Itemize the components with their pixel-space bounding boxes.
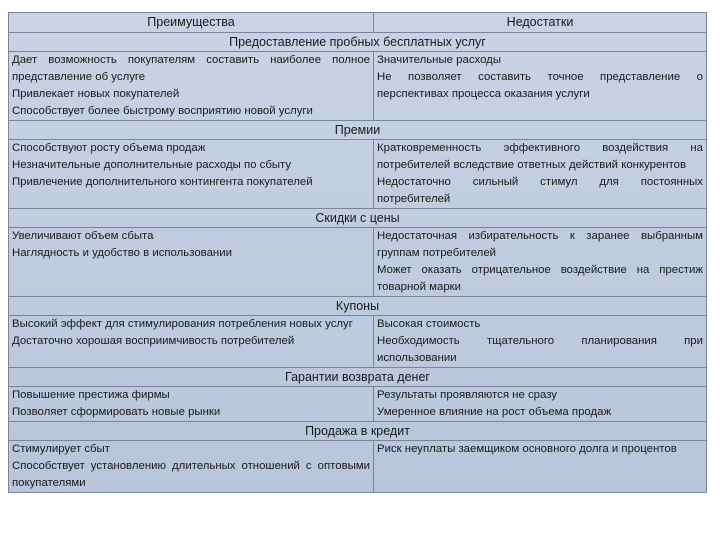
disadvantages-cell xyxy=(374,387,707,422)
advantages-cell xyxy=(9,387,374,422)
advantage-item: Привлечение дополнительного контингента покупателей xyxy=(12,176,313,188)
advantage-item: Способствует установлению длительных отношений с оптовыми покупателями xyxy=(12,460,370,489)
advantage-item: Позволяет сформировать новые рынки xyxy=(12,406,221,418)
section-content-row xyxy=(9,387,707,422)
section-content-row xyxy=(9,441,707,493)
advantages-cell xyxy=(9,316,374,368)
advantages-cell xyxy=(9,52,374,121)
comparison-table-container xyxy=(8,12,706,493)
advantages-cell xyxy=(9,228,374,297)
disadvantage-item: Кратковременность эффективного воздействия на потребителей вследствие ответных действий конкурентов xyxy=(377,142,703,171)
section-title: Скидки с цены xyxy=(9,209,707,228)
advantages-cell xyxy=(9,441,374,493)
advantage-item: Высокий эффект для стимулирования потребления новых услуг xyxy=(12,318,353,330)
disadvantage-item: Не позволяет составить точное представление о перспективах процесса оказания услуги xyxy=(377,71,703,100)
section-title: Гарантии возврата денег xyxy=(9,368,707,387)
advantage-item: Увеличивают объем сбыта xyxy=(12,230,154,242)
advantages-cell xyxy=(9,140,374,209)
section-content-row xyxy=(9,228,707,297)
disadvantages-cell xyxy=(374,441,707,493)
advantage-item: Способствуют росту объема продаж xyxy=(12,142,206,154)
header-disadvantages: Недостатки xyxy=(374,13,707,33)
section-title-row xyxy=(9,422,707,441)
header-advantages: Преимущества xyxy=(9,13,374,33)
section-title: Купоны xyxy=(9,297,707,316)
section-title: Предоставление пробных бесплатных услуг xyxy=(9,33,707,52)
advantage-item: Привлекает новых покупателей xyxy=(12,88,180,100)
advantage-item: Повышение престижа фирмы xyxy=(12,389,170,401)
disadvantage-item: Недостаточная избирательность к заранее выбранным группам потребителей xyxy=(377,230,703,259)
disadvantage-item: Необходимость тщательного планирования при использовании xyxy=(377,335,703,364)
advantage-item: Дает возможность покупателям составить наиболее полное представление об услуге xyxy=(12,54,370,83)
disadvantages-cell xyxy=(374,228,707,297)
comparison-table xyxy=(8,12,707,493)
disadvantage-item: Риск неуплаты заемщиком основного долга и процентов xyxy=(377,443,677,455)
disadvantages-cell xyxy=(374,316,707,368)
section-title: Продажа в кредит xyxy=(9,422,707,441)
disadvantage-item: Недостаточно сильный стимул для постоянных потребителей xyxy=(377,176,703,205)
advantage-item: Способствует более быстрому восприятию новой услуги xyxy=(12,105,313,117)
section-content-row xyxy=(9,316,707,368)
header-row xyxy=(9,13,707,33)
disadvantage-item: Значительные расходы xyxy=(377,54,502,66)
disadvantage-item: Высокая стоимость xyxy=(377,318,481,330)
section-content-row xyxy=(9,52,707,121)
disadvantage-item: Результаты проявляются не сразу xyxy=(377,389,557,401)
disadvantages-cell xyxy=(374,52,707,121)
section-title-row xyxy=(9,33,707,52)
section-title: Премии xyxy=(9,121,707,140)
disadvantage-item: Умеренное влияние на рост объема продаж xyxy=(377,406,612,418)
section-title-row xyxy=(9,209,707,228)
section-title-row xyxy=(9,297,707,316)
disadvantage-item: Может оказать отрицательное воздействие на престиж товарной марки xyxy=(377,264,703,293)
section-content-row xyxy=(9,140,707,209)
section-title-row xyxy=(9,368,707,387)
advantage-item: Стимулирует сбыт xyxy=(12,443,110,455)
advantage-item: Наглядность и удобство в использовании xyxy=(12,247,232,259)
section-title-row xyxy=(9,121,707,140)
disadvantages-cell xyxy=(374,140,707,209)
advantage-item: Достаточно хорошая восприимчивость потребителей xyxy=(12,335,295,347)
advantage-item: Незначительные дополнительные расходы по сбыту xyxy=(12,159,292,171)
